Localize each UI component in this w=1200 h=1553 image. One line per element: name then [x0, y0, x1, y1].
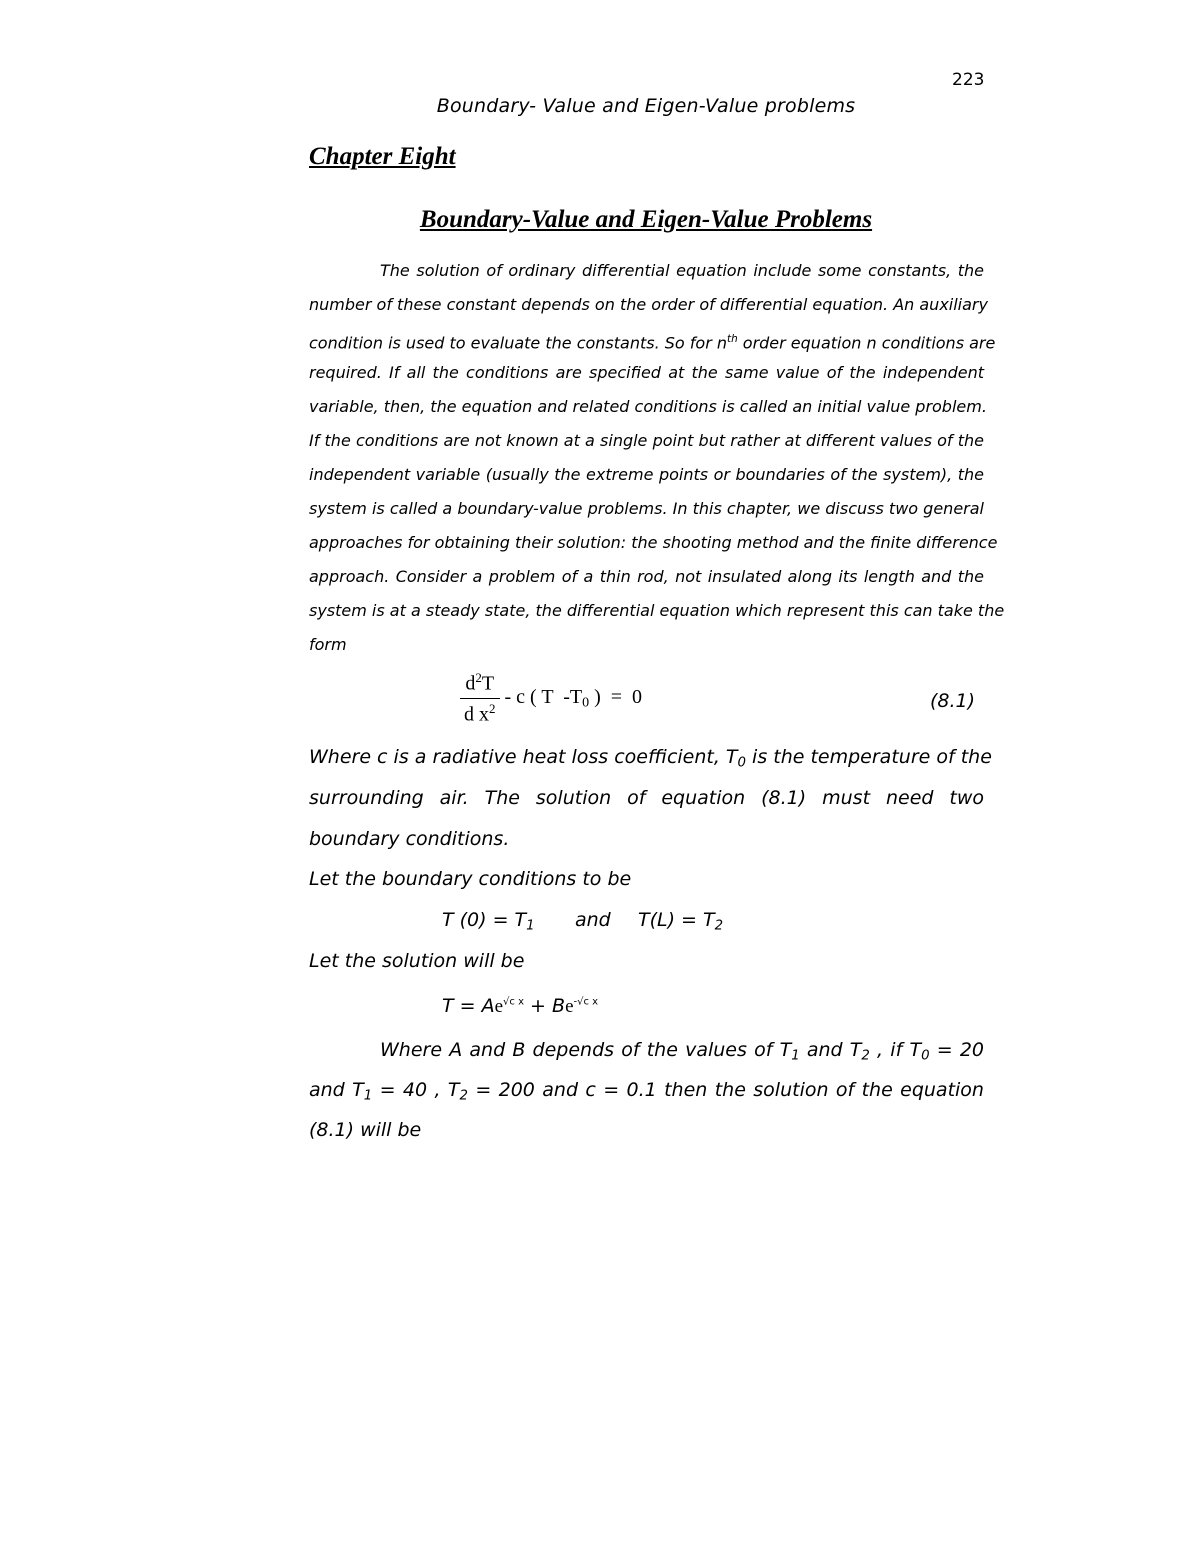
solution-e1: e — [494, 996, 504, 1017]
explanation-line-1 — [309, 746, 992, 771]
closing-l1-sub3: 0 — [921, 1048, 930, 1064]
chapter-title: Boundary-Value and Eigen-Value Problems — [419, 206, 873, 233]
closing-l1-sub1: 1 — [791, 1048, 800, 1064]
bc-right-a: T(L) = T — [638, 909, 715, 931]
solution-exp2: -√c x — [573, 996, 599, 1008]
boundary-condition-right — [638, 909, 723, 933]
equation-number-label: (8.1) — [930, 690, 976, 712]
den-dx: d x — [464, 703, 489, 726]
boundary-condition-left — [442, 909, 535, 933]
intro-line-11: system is at a steady state, the differential equation which represent this can take the — [309, 601, 1005, 620]
closing-l2-b: = 40 , T — [372, 1079, 460, 1101]
num-d: d — [465, 672, 476, 695]
chapter-label: Chapter Eight — [309, 143, 456, 170]
equation-rest-a: - c ( T -T — [499, 685, 583, 708]
intro-line-10: approach. Consider a problem of a thin rod, not insulated along its length and the — [309, 567, 984, 586]
equation-numerator — [460, 670, 500, 699]
explanation-line-4: Let the boundary conditions to be — [309, 868, 632, 890]
intro-line-4: required. If all the conditions are specified at the same value of the independent — [309, 363, 984, 382]
closing-l2-sub1: 1 — [363, 1088, 373, 1104]
equation-8-1 — [460, 670, 642, 726]
num-T: T — [481, 672, 495, 695]
den-sup: 2 — [489, 700, 496, 716]
closing-l2-sub2: 2 — [459, 1088, 468, 1104]
intro-line-3 — [309, 329, 996, 353]
intro-line-6: If the conditions are not known at a single point but rather at different values of the — [309, 431, 984, 450]
closing-line-2 — [309, 1079, 984, 1103]
solution-intro: Let the solution will be — [309, 950, 525, 972]
bc-right-sub: 2 — [714, 918, 724, 934]
closing-line-1 — [380, 1039, 984, 1063]
closing-l1-b: and T — [799, 1039, 862, 1061]
closing-l2-a: and T — [309, 1079, 364, 1101]
page-number: 223 — [952, 70, 985, 90]
explanation-line-1-sub: 0 — [737, 755, 746, 771]
num-sup: 2 — [475, 670, 482, 685]
intro-line-1: The solution of ordinary differential equation include some constants, the — [380, 261, 984, 280]
closing-l1-a: Where A and B depends of the values of T — [380, 1039, 792, 1061]
equation-fraction — [460, 670, 500, 726]
equation-rest-b: ) = 0 — [589, 685, 643, 708]
intro-line-8: system is called a boundary-value problems. In this chapter, we discuss two general — [309, 499, 984, 518]
solution-exp1: √c x — [503, 996, 525, 1008]
intro-line-5: variable, then, the equation and related conditions is called an initial value problem. — [309, 397, 987, 416]
explanation-line-2: surrounding air. The solution of equation (8.1) must need two — [309, 787, 984, 809]
explanation-line-1-b: is the temperature of the — [746, 746, 992, 768]
solution-plus: + B — [524, 995, 566, 1017]
closing-l1-c: , if T — [869, 1039, 922, 1061]
intro-line-9: approaches for obtaining their solution: the shooting method and the finite difference — [309, 533, 998, 552]
explanation-line-1-a: Where c is a radiative heat loss coefficient, T — [309, 746, 738, 768]
intro-line-3-sup: th — [727, 333, 738, 345]
closing-l2-c: = 200 and c = 0.1 then the solution of the equation — [467, 1079, 984, 1101]
equation-denominator — [460, 699, 500, 727]
equation-rest-sub: 0 — [582, 695, 590, 711]
closing-l1-sub2: 2 — [861, 1048, 870, 1064]
bc-left-a: T (0) = T — [442, 909, 527, 931]
running-header: Boundary- Value and Eigen-Value problems — [436, 95, 856, 117]
boundary-condition-connector: and — [575, 909, 611, 931]
intro-line-2: number of these constant depends on the order of differential equation. An auxiliary — [309, 295, 988, 314]
intro-line-7: independent variable (usually the extreme points or boundaries of the system), the — [309, 465, 984, 484]
solution-e2: e — [565, 996, 574, 1017]
closing-l1-d: = 20 — [929, 1039, 985, 1061]
intro-line-3-a: condition is used to evaluate the constants. So for n — [309, 333, 728, 353]
explanation-line-3: boundary conditions. — [309, 828, 510, 850]
intro-line-12: form — [309, 635, 347, 654]
bc-left-sub: 1 — [526, 918, 535, 934]
solution-equation — [442, 995, 598, 1018]
intro-line-3-b: order equation n conditions are — [737, 333, 996, 353]
closing-line-3: (8.1) will be — [309, 1119, 422, 1141]
solution-lhs: T = A — [442, 995, 495, 1017]
